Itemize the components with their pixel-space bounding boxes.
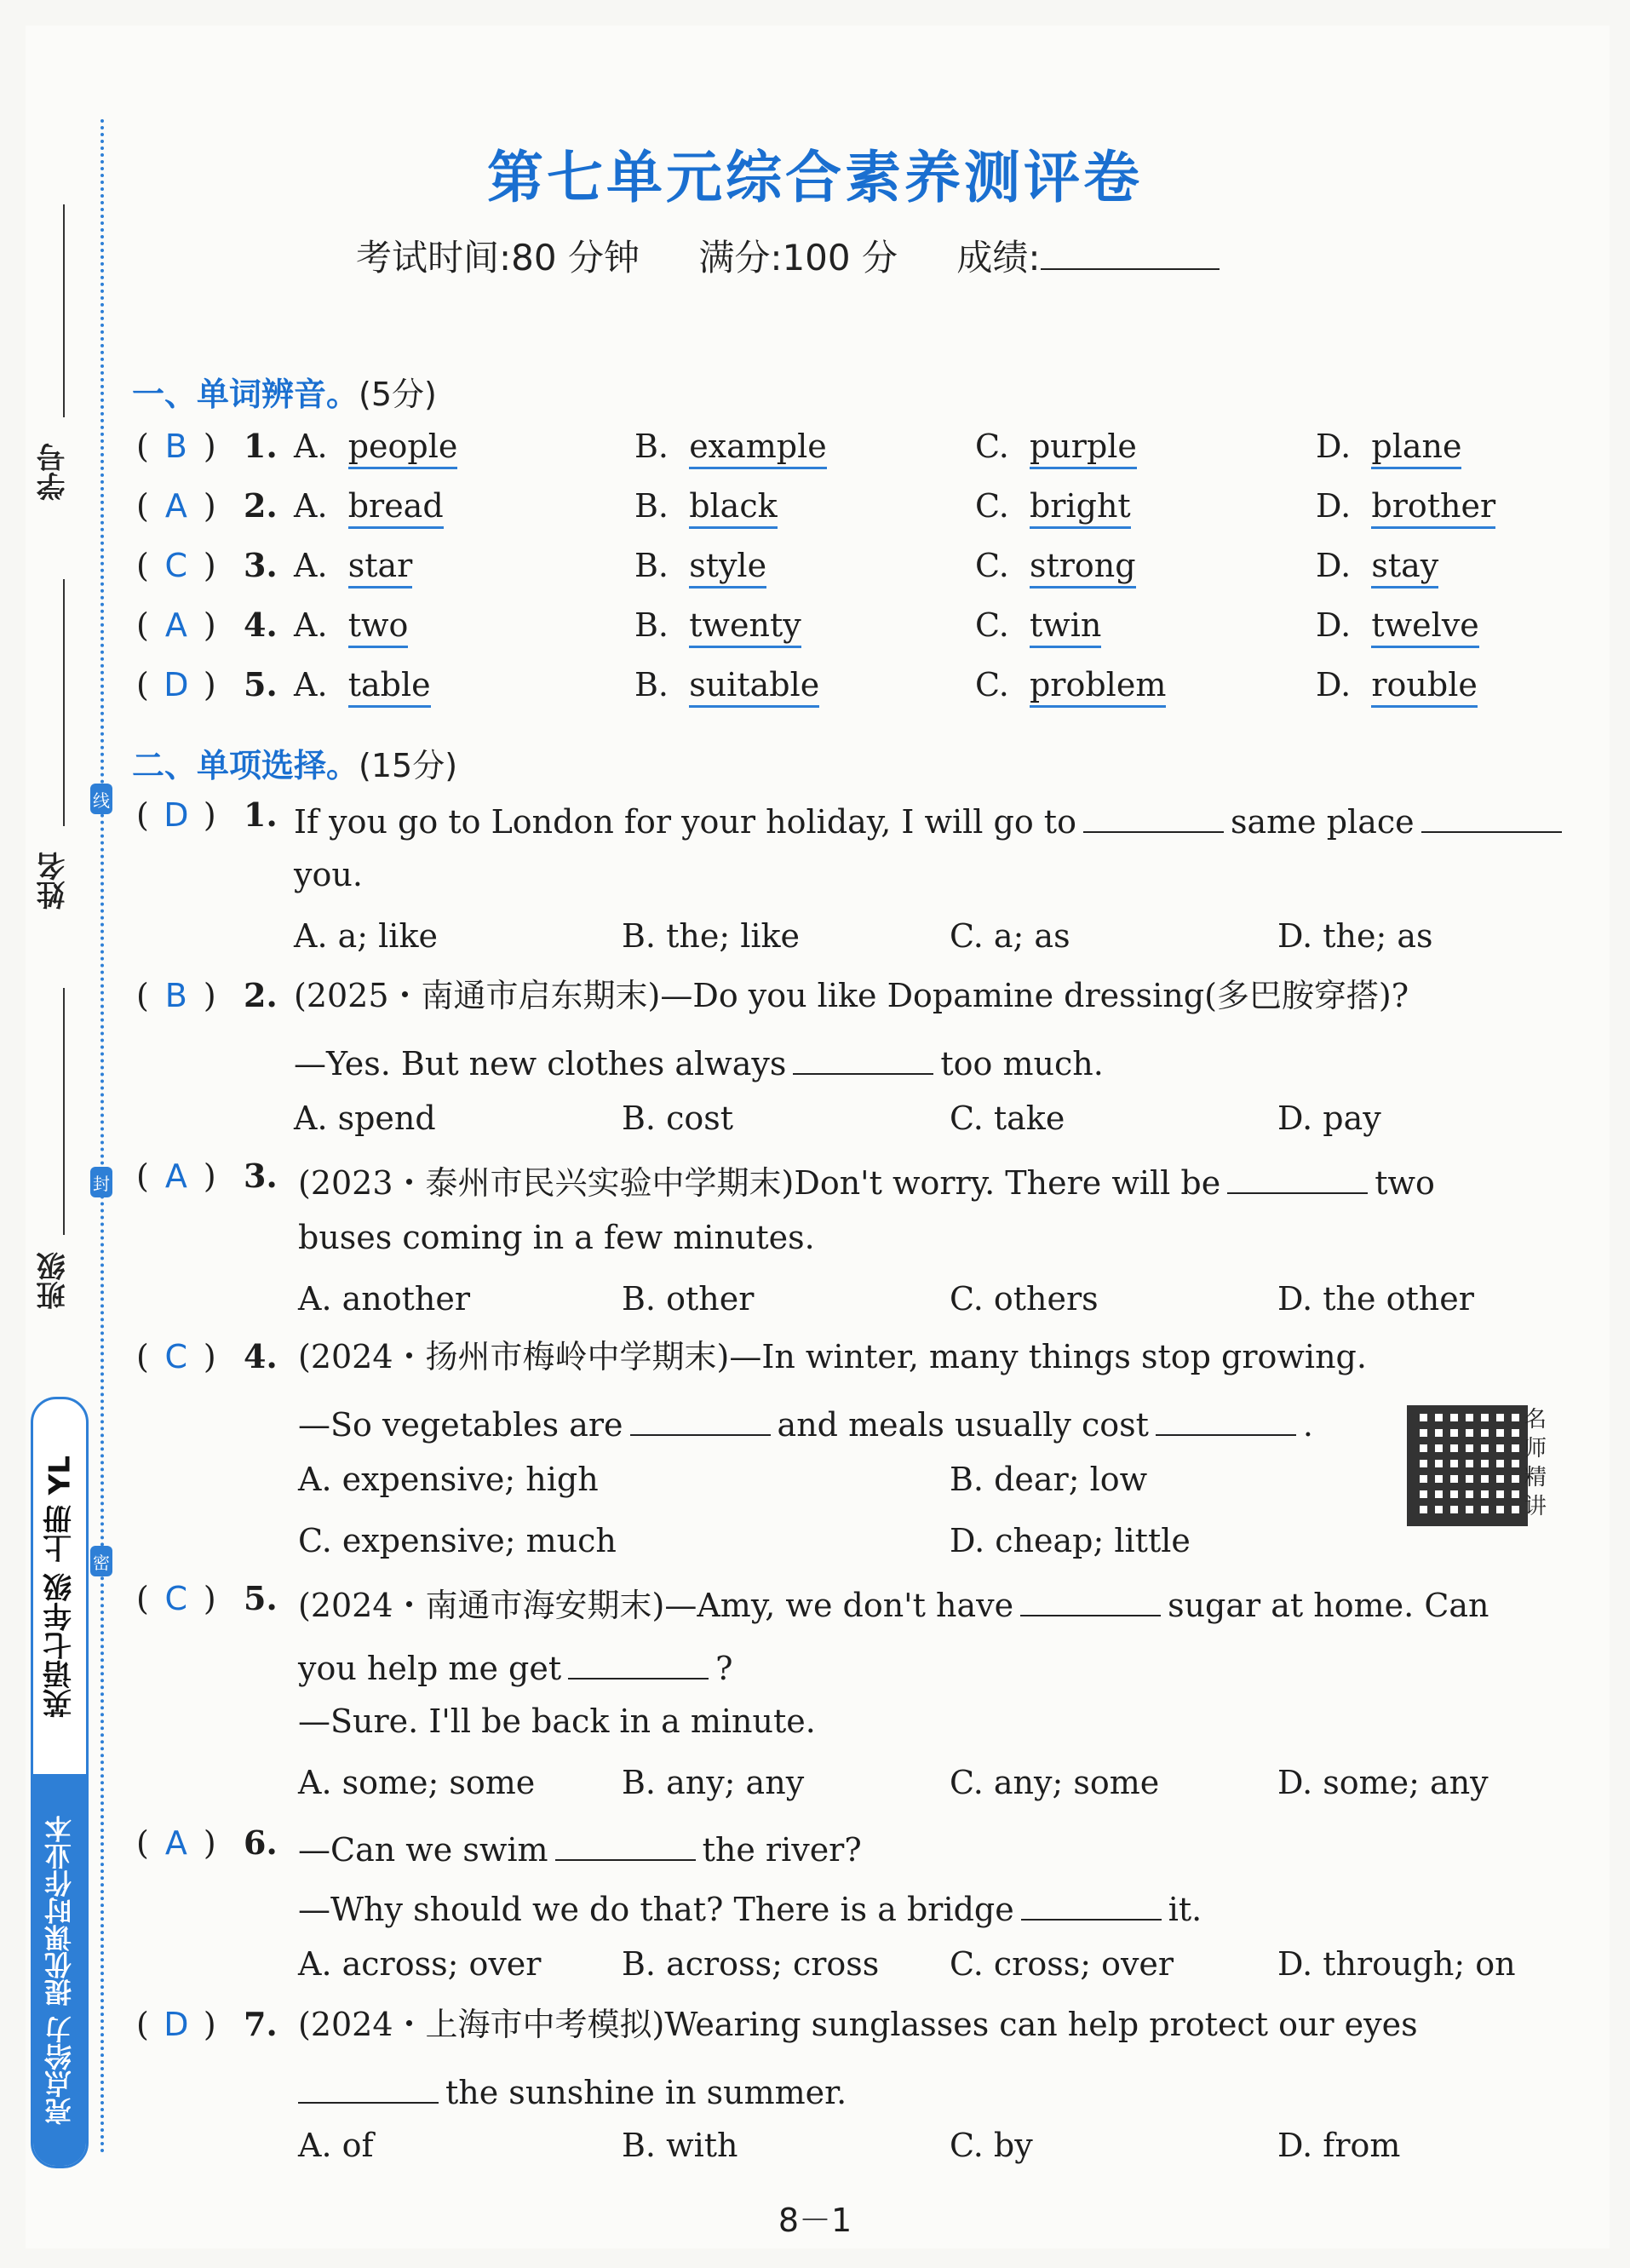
option-word: rouble bbox=[1371, 666, 1477, 708]
answer-paren: ( C ) bbox=[136, 1580, 216, 1617]
option-letter: A. bbox=[294, 428, 328, 465]
option-word: black bbox=[689, 487, 777, 529]
binding-dotted-line bbox=[100, 119, 104, 2155]
answer: A bbox=[164, 1157, 187, 1195]
option-letter: A. bbox=[294, 606, 328, 644]
question-number: 6. bbox=[244, 1823, 278, 1862]
option-d bbox=[1316, 428, 1462, 465]
book-badge bbox=[31, 1397, 89, 2168]
section1-heading bbox=[132, 368, 437, 415]
answer-blank bbox=[298, 2070, 439, 2104]
option-word: bright bbox=[1030, 487, 1131, 529]
option-c: C. cross; over bbox=[950, 1945, 1174, 1983]
option-word: twin bbox=[1030, 606, 1101, 648]
qr-code[interactable] bbox=[1407, 1405, 1528, 1526]
option-word: two bbox=[348, 606, 409, 648]
answer: A bbox=[164, 1824, 187, 1862]
option-d: D. from bbox=[1277, 2127, 1401, 2164]
question-number: 1. bbox=[244, 795, 278, 834]
option-b: B. the; like bbox=[622, 917, 801, 955]
tag-feng: 封 bbox=[90, 1167, 112, 1197]
page-title: 第七单元综合素养测评卷 bbox=[487, 145, 1143, 210]
question-text-2: you. bbox=[294, 856, 363, 893]
question-number: 4. bbox=[244, 1337, 278, 1375]
answer-paren: ( C ) bbox=[136, 1338, 216, 1375]
option-b: B. with bbox=[622, 2127, 738, 2164]
answer-paren: ( A ) bbox=[136, 487, 216, 525]
answer-paren: ( B ) bbox=[136, 977, 216, 1014]
answer-paren: ( A ) bbox=[136, 606, 216, 644]
answer-paren: ( D ) bbox=[136, 796, 216, 834]
answer: A bbox=[164, 606, 187, 644]
answer-blank bbox=[1083, 799, 1224, 833]
option-b bbox=[634, 549, 766, 582]
qr-label: 名师精讲 bbox=[1524, 1407, 1547, 1519]
question-text: If you go to London for your holiday, I will go to same place bbox=[294, 799, 1569, 838]
option-letter: C. bbox=[975, 666, 1009, 703]
answer: C bbox=[164, 1338, 188, 1375]
option-b bbox=[634, 428, 827, 465]
answer-paren: ( D ) bbox=[136, 666, 216, 703]
question-number: 5. bbox=[244, 1579, 278, 1617]
answer: D bbox=[164, 666, 189, 703]
question-text-2: —Why should we do that? There is a bridge it. bbox=[298, 1886, 1202, 1926]
option-a: A. spend bbox=[294, 1100, 436, 1137]
question-number: 1. bbox=[244, 427, 278, 465]
option-a: A. some; some bbox=[298, 1764, 536, 1801]
option-letter: D. bbox=[1316, 606, 1352, 644]
question-text: (2023・泰州市民兴实验中学期末)Don't worry. There will be two bbox=[298, 1160, 1435, 1199]
option-a bbox=[294, 666, 431, 703]
exam-info bbox=[356, 230, 1220, 281]
exam-time: 考试时间:80 分钟 bbox=[356, 237, 640, 278]
page-number: 8－1 bbox=[778, 2202, 852, 2239]
tag-xian: 线 bbox=[90, 784, 112, 814]
option-letter: B. bbox=[634, 428, 669, 465]
option-word: table bbox=[348, 666, 431, 708]
option-c bbox=[975, 549, 1136, 582]
option-c bbox=[975, 606, 1102, 644]
option-word: twenty bbox=[689, 606, 801, 648]
option-letter: C. bbox=[975, 487, 1009, 525]
brand-name: 亮点给力 提优课时作业本 bbox=[33, 1774, 86, 2166]
answer: C bbox=[164, 1580, 188, 1617]
option-letter: A. bbox=[294, 547, 328, 584]
option-word: problem bbox=[1030, 666, 1166, 708]
answer-paren: ( B ) bbox=[136, 428, 216, 465]
option-a bbox=[294, 428, 458, 465]
option-c: C. any; some bbox=[950, 1764, 1160, 1801]
question-number: 3. bbox=[244, 1157, 278, 1195]
option-letter: B. bbox=[634, 547, 669, 584]
option-b: B. any; any bbox=[622, 1764, 805, 1801]
option-letter: C. bbox=[975, 547, 1009, 584]
option-a: A. a; like bbox=[294, 917, 438, 955]
option-word: brother bbox=[1371, 487, 1495, 529]
option-a bbox=[294, 549, 412, 582]
answer-blank bbox=[1421, 799, 1562, 833]
question-text-2: —Yes. But new clothes always too much. bbox=[294, 1041, 1104, 1080]
section1-title: 一、单词辨音。 bbox=[132, 376, 359, 413]
answer-blank bbox=[568, 1645, 709, 1679]
answer: B bbox=[164, 977, 187, 1014]
book-name: 英语七年级 上册 YL bbox=[43, 1456, 77, 1718]
option-word: plane bbox=[1371, 428, 1461, 469]
answer-blank bbox=[1021, 1886, 1162, 1921]
option-word: stay bbox=[1371, 547, 1438, 589]
xingming-blank bbox=[63, 579, 65, 826]
option-letter: D. bbox=[1316, 666, 1352, 703]
full-score: 满分:100 分 bbox=[698, 237, 898, 278]
option-letter: D. bbox=[1316, 547, 1352, 584]
option-letter: B. bbox=[634, 666, 669, 703]
option-a: A. another bbox=[298, 1280, 471, 1318]
option-a: A. across; over bbox=[298, 1945, 542, 1983]
xingming-label: 姓名 bbox=[37, 852, 71, 910]
question-number: 4. bbox=[244, 606, 278, 644]
question-number: 7. bbox=[244, 2005, 278, 2043]
answer-blank bbox=[793, 1041, 933, 1075]
section2-heading bbox=[132, 739, 457, 786]
answer-blank bbox=[1227, 1160, 1368, 1194]
answer: D bbox=[164, 796, 189, 834]
option-d: D. cheap; little bbox=[950, 1522, 1191, 1559]
option-letter: D. bbox=[1316, 428, 1352, 465]
option-c: C. by bbox=[950, 2127, 1033, 2164]
option-a: A. of bbox=[298, 2127, 374, 2164]
xuehao-label: 学号 bbox=[37, 443, 71, 501]
option-word: star bbox=[348, 547, 413, 589]
score-blank bbox=[1041, 268, 1220, 270]
score-label: 成绩: bbox=[956, 237, 1041, 278]
question-text: (2024・扬州市梅岭中学期末)—In winter, many things stop growing. bbox=[298, 1338, 1367, 1375]
question-text: (2024・南通市海安期末)—Amy, we don't have sugar at home. Can bbox=[298, 1582, 1489, 1622]
question-text-2: buses coming in a few minutes. bbox=[298, 1219, 815, 1256]
question-text-2: —So vegetables are and meals usually cost . bbox=[298, 1402, 1313, 1441]
option-letter: A. bbox=[294, 487, 328, 525]
option-b: B. other bbox=[622, 1280, 755, 1318]
banji-label: 班级 bbox=[37, 1252, 71, 1310]
answer-blank bbox=[1156, 1402, 1296, 1436]
xuehao-blank bbox=[63, 204, 65, 417]
section2-points: (15分) bbox=[359, 747, 458, 784]
option-d bbox=[1316, 606, 1479, 644]
question-number: 5. bbox=[244, 665, 278, 703]
banji-blank bbox=[63, 988, 65, 1235]
answer: C bbox=[164, 547, 188, 584]
option-d: D. the other bbox=[1277, 1280, 1474, 1318]
answer-paren: ( A ) bbox=[136, 1824, 216, 1862]
question-text-2: the sunshine in summer. bbox=[298, 2070, 847, 2109]
option-b bbox=[634, 487, 778, 525]
option-d bbox=[1316, 549, 1438, 582]
option-letter: A. bbox=[294, 666, 328, 703]
option-word: example bbox=[689, 428, 827, 469]
question-number: 3. bbox=[244, 546, 278, 584]
option-c: C. others bbox=[950, 1280, 1099, 1318]
option-d: D. through; on bbox=[1277, 1945, 1516, 1983]
option-d bbox=[1316, 666, 1478, 703]
section1-points: (5分) bbox=[359, 376, 437, 413]
option-word: purple bbox=[1030, 428, 1137, 469]
question-text-3: —Sure. I'll be back in a minute. bbox=[298, 1702, 816, 1740]
option-d bbox=[1316, 487, 1496, 525]
question-text: (2024・上海市中考模拟)Wearing sunglasses can help protect our eyes bbox=[298, 2006, 1418, 2043]
question-text: —Can we swim the river? bbox=[298, 1827, 862, 1866]
option-letter: C. bbox=[975, 428, 1009, 465]
answer-blank bbox=[555, 1827, 696, 1861]
answer-paren: ( A ) bbox=[136, 1157, 216, 1195]
option-c bbox=[975, 487, 1131, 525]
tag-mi: 密 bbox=[90, 1546, 112, 1576]
answer: D bbox=[164, 2006, 189, 2043]
option-letter: B. bbox=[634, 606, 669, 644]
option-letter: C. bbox=[975, 606, 1009, 644]
option-b bbox=[634, 606, 801, 644]
option-word: suitable bbox=[689, 666, 819, 708]
option-letter: B. bbox=[634, 487, 669, 525]
answer-paren: ( D ) bbox=[136, 2006, 216, 2043]
question-text-2: you help me get ? bbox=[298, 1645, 732, 1685]
option-c bbox=[975, 428, 1137, 465]
section2-title: 二、单项选择。 bbox=[132, 747, 359, 784]
option-word: style bbox=[689, 547, 766, 589]
question-number: 2. bbox=[244, 976, 278, 1014]
option-word: people bbox=[348, 428, 458, 469]
answer: A bbox=[164, 487, 187, 525]
option-letter: D. bbox=[1316, 487, 1352, 525]
option-a bbox=[294, 487, 444, 525]
answer: B bbox=[164, 428, 187, 465]
answer-blank bbox=[630, 1402, 771, 1436]
option-a: A. expensive; high bbox=[298, 1461, 599, 1498]
option-d: D. some; any bbox=[1277, 1764, 1489, 1801]
answer-blank bbox=[1020, 1582, 1161, 1616]
option-word: bread bbox=[348, 487, 444, 529]
option-word: strong bbox=[1030, 547, 1136, 589]
question-text: (2025・南通市启东期末)—Do you like Dopamine dressing(多巴胺穿搭)? bbox=[294, 977, 1409, 1014]
option-b: B. dear; low bbox=[950, 1461, 1148, 1498]
option-b: B. cost bbox=[622, 1100, 734, 1137]
option-b: B. across; cross bbox=[622, 1945, 880, 1983]
option-d: D. pay bbox=[1277, 1100, 1381, 1137]
answer-paren: ( C ) bbox=[136, 547, 216, 584]
option-d: D. the; as bbox=[1277, 917, 1433, 955]
option-c: C. expensive; much bbox=[298, 1522, 617, 1559]
option-c: C. a; as bbox=[950, 917, 1070, 955]
question-number: 2. bbox=[244, 486, 278, 525]
option-a bbox=[294, 606, 409, 644]
option-b bbox=[634, 666, 820, 703]
option-c bbox=[975, 666, 1167, 703]
option-word: twelve bbox=[1371, 606, 1478, 648]
option-c: C. take bbox=[950, 1100, 1065, 1137]
